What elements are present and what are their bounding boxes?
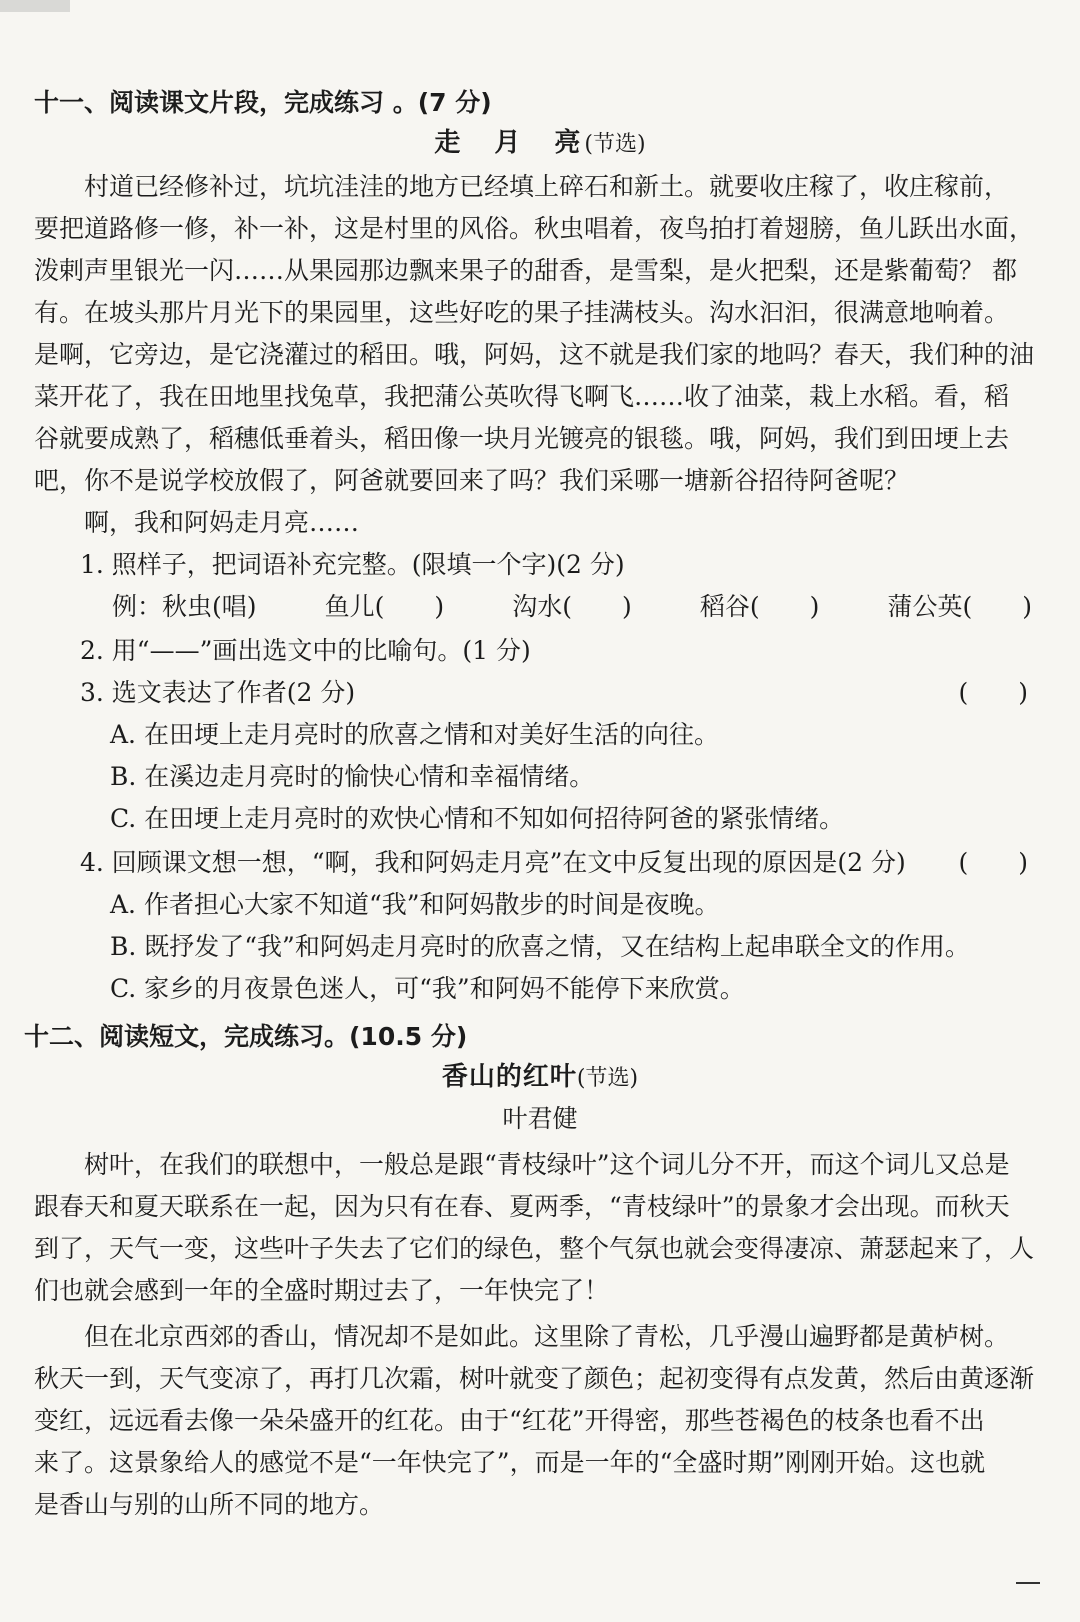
- passage-2-line: 变红，远远看去像一朵朵盛开的红花。由于“红花”开得密，那些苍褐色的枝条也看不出: [34, 1406, 985, 1435]
- passage-2-line: 但在北京西郊的香山，情况却不是如此。这里除了青松，几乎漫山遍野都是黄栌树。: [84, 1322, 1010, 1351]
- passage-2-line: 到了，天气一变，这些叶子失去了它们的绿色，整个气氛也就会变得凄凉、萧瑟起来了，人: [34, 1234, 1035, 1263]
- fill-item-example: 例：秋虫(唱): [112, 592, 257, 621]
- question-3-row: [80, 676, 1054, 710]
- passage-2-title: [0, 1060, 1080, 1096]
- question-3-text: 3. 选文表达了作者(2 分): [80, 678, 356, 707]
- passage-2-title-text: 香山的红叶: [441, 1062, 577, 1092]
- passage-2-line: 秋天一到，天气变凉了，再打几次霜，树叶就变了颜色；起初变得有点发黄，然后由黄逐渐: [34, 1364, 1035, 1393]
- question-3-answer-blank[interactable]: ( ): [958, 678, 1028, 707]
- passage-1-line: 吧，你不是说学校放假了，阿爸就要回来了吗？我们采哪一塘新谷招待阿爸呢？: [34, 466, 910, 495]
- passage-1-title-text: 走 月 亮: [434, 128, 585, 158]
- passage-1-title: [0, 126, 1080, 162]
- question-4-text: 4. 回顾课文想一想，“啊，我和阿妈走月亮”在文中反复出现的原因是(2 分): [80, 848, 906, 877]
- passage-1-line: 有。在坡头那片月光下的果园里，这些好吃的果子挂满枝头。沟水汩汩，很满意地响着。: [34, 298, 1010, 327]
- fill-item-blank[interactable]: 鱼儿( ): [324, 592, 445, 621]
- passage-2-author: 叶君健: [502, 1104, 578, 1133]
- question-4-option-c: C. 家乡的月夜景色迷人，可“我”和阿妈不能停下来欣赏。: [110, 974, 745, 1003]
- passage-2-line: 树叶，在我们的联想中，一般总是跟“青枝绿叶”这个词儿分不开，而这个词儿又总是: [84, 1150, 1010, 1179]
- passage-1-line: 是啊，它旁边，是它浇灌过的稻田。哦，阿妈，这不就是我们家的地吗？春天，我们种的油: [34, 340, 1035, 369]
- passage-1-line: 泼剌声里银光一闪……从果园那边飘来果子的甜香，是雪梨，是火把梨，还是紫葡萄？ 都: [34, 256, 1017, 285]
- passage-2-line: 来了。这景象给人的感觉不是“一年快完了”，而是一年的“全盛时期”刚刚开始。这也就: [34, 1448, 986, 1477]
- question-3-option-b: B. 在溪边走月亮时的愉快心情和幸福情绪。: [110, 762, 595, 791]
- question-1-text: 1. 照样子，把词语补充完整。(限填一个字)(2 分): [80, 550, 625, 579]
- scan-corner-mark: [0, 0, 70, 12]
- question-3-option-c: C. 在田埂上走月亮时的欢快心情和不知如何招待阿爸的紧张情绪。: [110, 804, 845, 833]
- passage-2-line: 是香山与别的山所不同的地方。: [34, 1490, 385, 1519]
- passage-1-line: 谷就要成熟了，稻穗低垂着头，稻田像一块月光镀亮的银毯。哦，阿妈，我们到田埂上去: [34, 424, 1010, 453]
- question-1-fill-row: [112, 590, 1032, 624]
- passage-1-line: 要把道路修一修，补一补，这是村里的风俗。秋虫唱着，夜鸟拍打着翅膀，鱼儿跃出水面，: [34, 214, 1035, 243]
- passage-2-title-note: (节选): [576, 1066, 639, 1091]
- question-4-option-b: B. 既抒发了“我”和阿妈走月亮时的欣喜之情，又在结构上起串联全文的作用。: [110, 932, 970, 961]
- question-4-answer-blank[interactable]: ( ): [958, 848, 1028, 877]
- passage-2-line: 们也就会感到一年的全盛时期过去了，一年快完了！: [34, 1276, 610, 1305]
- fill-item-blank[interactable]: 稻谷( ): [699, 592, 820, 621]
- section-12-heading: 十二、阅读短文，完成练习。(10.5 分): [24, 1022, 468, 1051]
- passage-1-title-note: (节选): [584, 132, 646, 157]
- passage-1-line: 菜开花了，我在田地里找兔草，我把蒲公英吹得飞啊飞……收了油菜，栽上水稻。看，稻: [34, 382, 1010, 411]
- question-3-option-a: A. 在田埂上走月亮时的欣喜之情和对美好生活的向往。: [110, 720, 719, 749]
- passage-1-line: 村道已经修补过，坑坑洼洼的地方已经填上碎石和新土。就要收庄稼了，收庄稼前，: [84, 172, 1010, 201]
- question-4-row: [80, 846, 1054, 880]
- section-11-heading: 十一、阅读课文片段，完成练习 。(7 分): [34, 88, 492, 117]
- passage-2-line: 跟春天和夏天联系在一起，因为只有在春、夏两季，“青枝绿叶”的景象才会出现。而秋天: [34, 1192, 1010, 1221]
- fill-item-blank[interactable]: 蒲公英( ): [887, 592, 1032, 621]
- passage-1-closing-line: 啊，我和阿妈走月亮……: [84, 508, 360, 537]
- question-2-text: 2. 用“——”画出选文中的比喻句。(1 分): [80, 636, 531, 665]
- page-edge-dash: [1016, 1582, 1040, 1584]
- fill-item-blank[interactable]: 沟水( ): [512, 592, 632, 621]
- question-4-option-a: A. 作者担心大家不知道“我”和阿妈散步的时间是夜晚。: [110, 890, 720, 919]
